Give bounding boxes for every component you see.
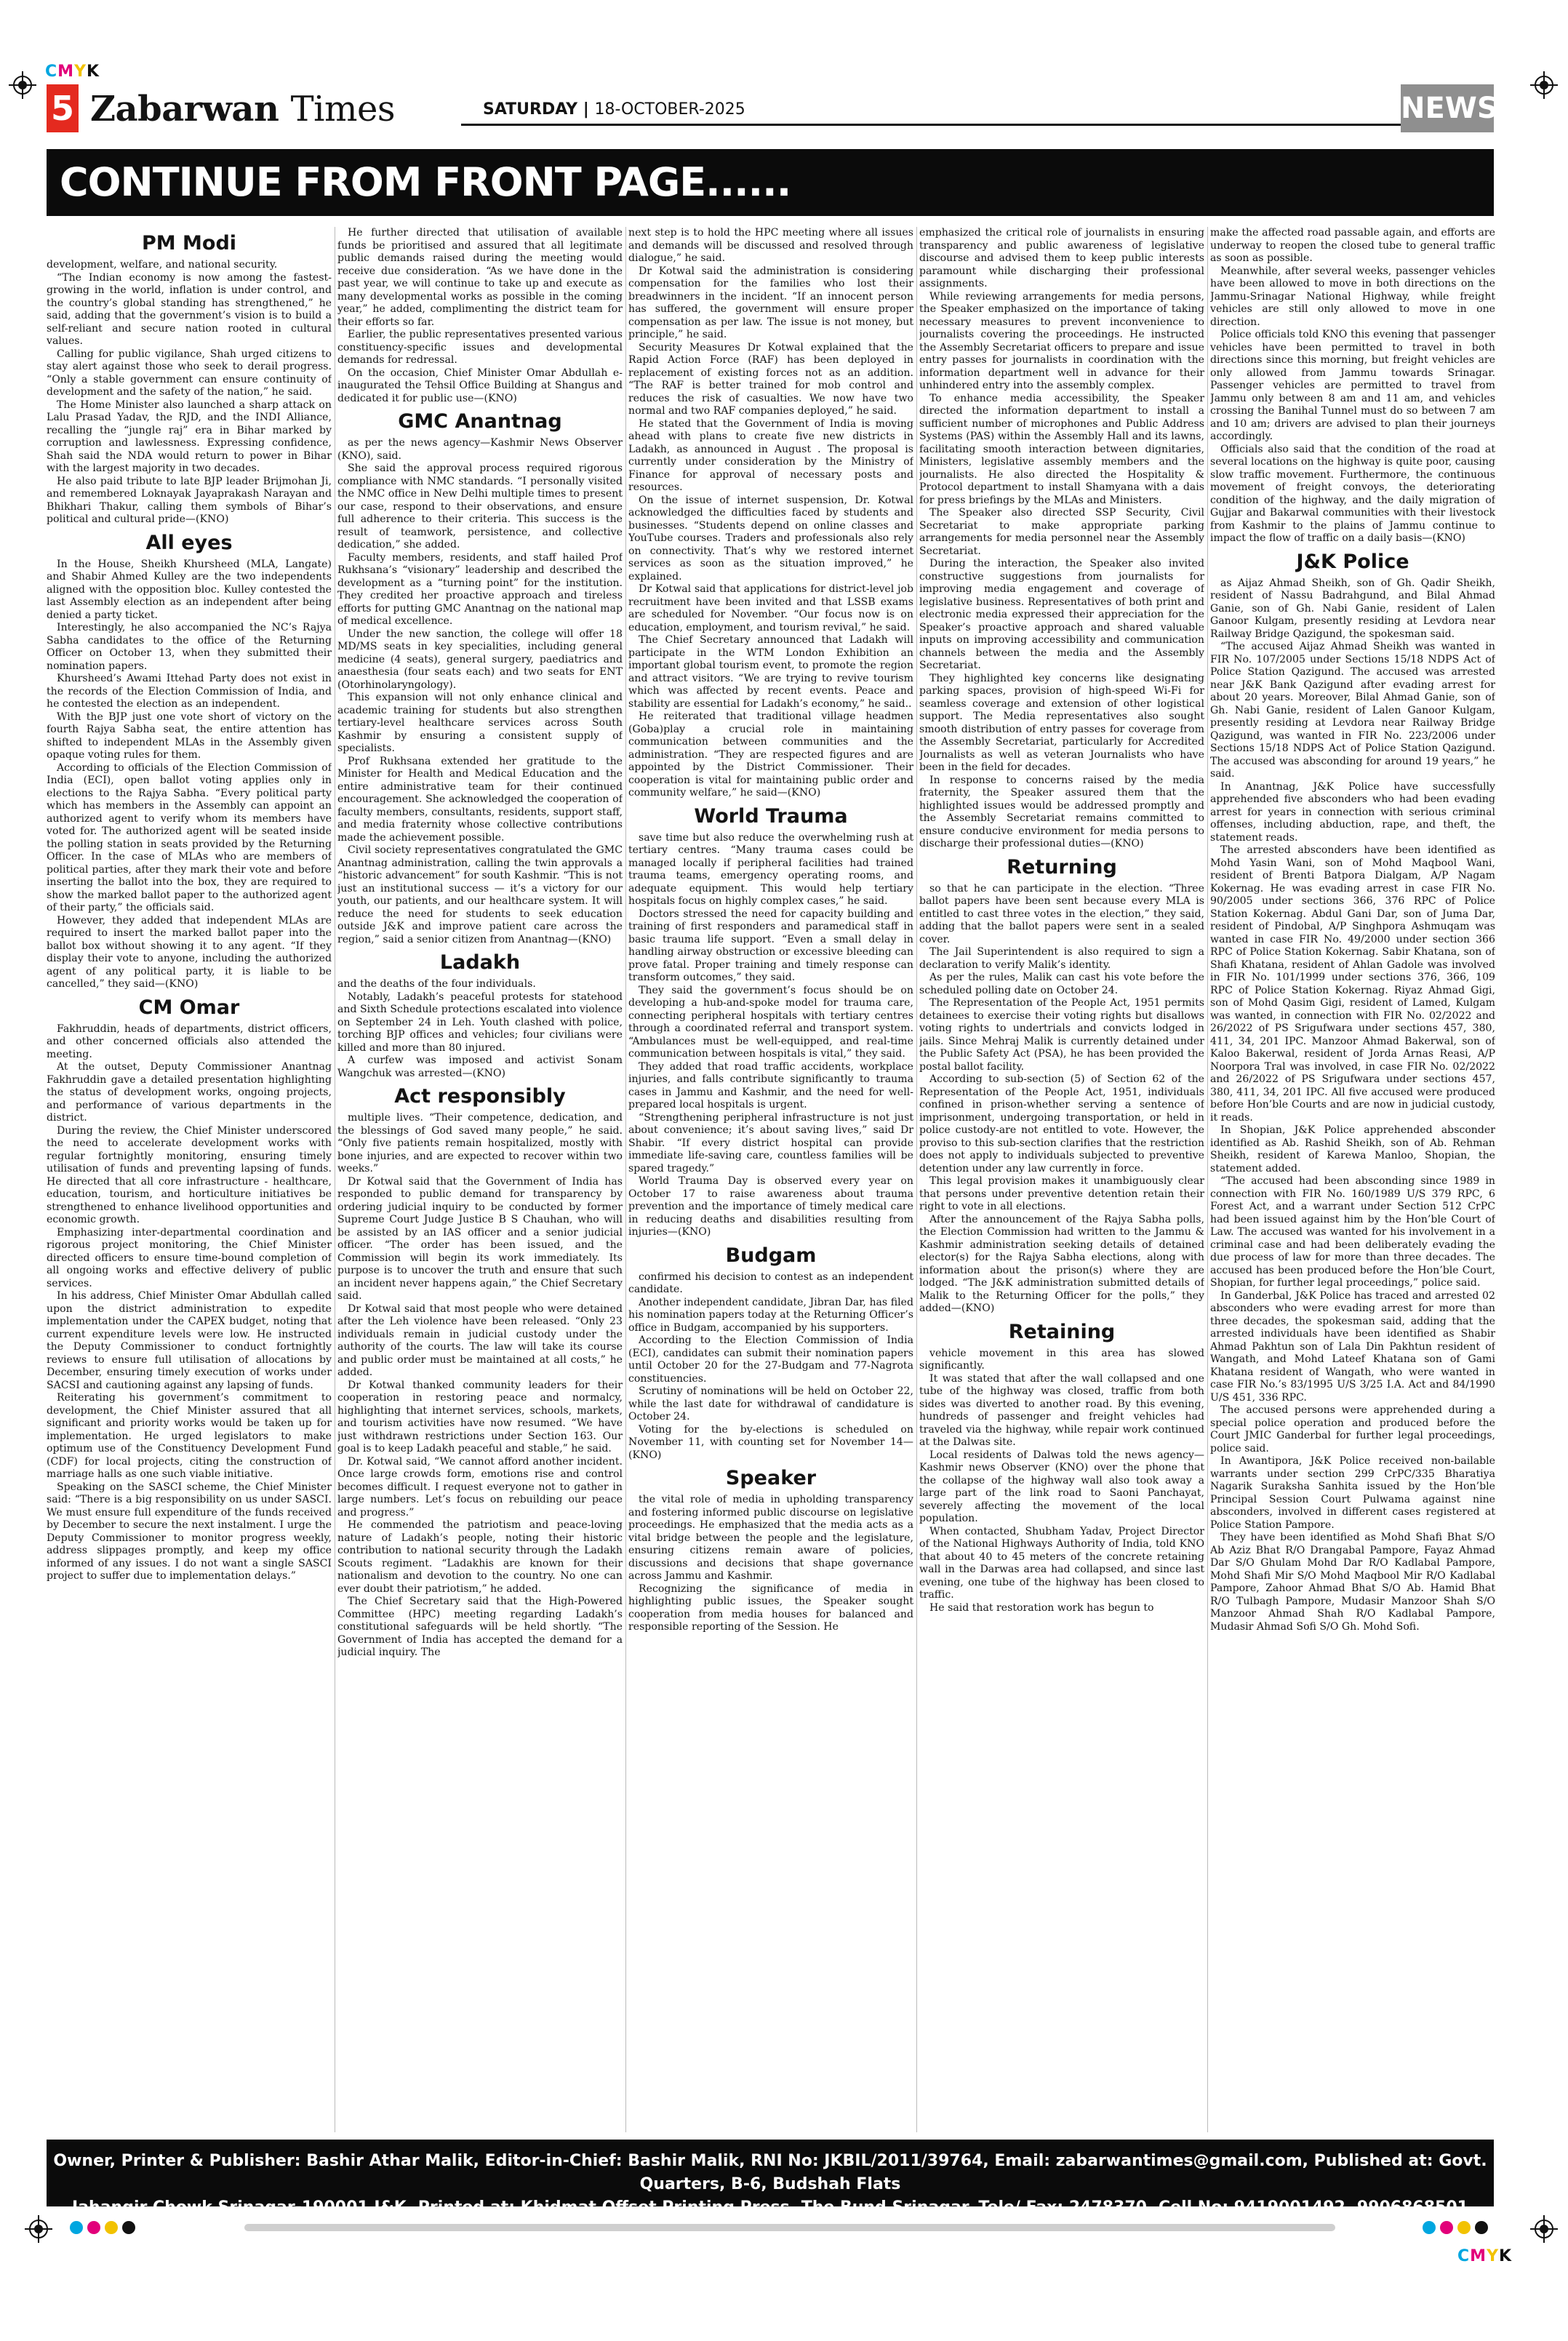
article-paragraph: She said the approval process required rigorous compliance with NMC standards. “I personally visited the NMC office in New Delhi multiple times to present our case, respond to their observations, and ensure full adherence to their criteria. This success is the result of teamwork, persistence, and collective dedication,” she added. — [337, 463, 623, 551]
article-paragraph: On the occasion, Chief Minister Omar Abdullah e-inaugurated the Tehsil Office Building at Shangus and dedicated it for public use—(KNO) — [337, 367, 623, 404]
article-paragraph: the vital role of media in upholding transparency and fostering informed public discourse on legislative proceedings. He emphasized that the media acts as a vital bridge between the people and the legislature, ensuring citizens remain aware of policies, discussions and decisions that shape governance across Jammu and Kashmir. — [628, 1494, 913, 1582]
newspaper-name-second: Times — [290, 89, 396, 129]
article-paragraph: “The Indian economy is now among the fastest-growing in the world, inflation is under control, and the country’s global standing has strengthened,” he said, adding that the government’s vision is to build a self-reliant and secure nation rooted in cultural values. — [47, 271, 332, 347]
article-paragraph: Prof Rukhsana extended her gratitude to the Minister for Health and Medical Education and the entire administrative team for their continued encouragement. She acknowledged the cooperation of faculty members, consultants, residents, support staff, and media fraternity whose collective contributions made the achievement possible. — [337, 755, 623, 844]
article-paragraph: confirmed his decision to contest as an independent candidate. — [628, 1270, 913, 1295]
article-paragraph: The Home Minister also launched a sharp attack on Lalu Prasad Yadav, the RJD, and the INDI Alliance, recalling the “jungle raj” era in Bihar marked by corruption and lawlessness. Expressing confidence, Shah said the NDA would return to power in Bihar with the largest majority in two decades. — [47, 399, 332, 474]
cyan-dot — [1423, 2221, 1436, 2234]
article-paragraph: Voting for the by-elections is scheduled on November 11, with counting set for November 14—(KNO) — [628, 1423, 913, 1461]
article-paragraph: This legal provision makes it unambiguously clear that persons under preventive detention retain their right to vote in all elections. — [919, 1175, 1204, 1212]
article-paragraph: Fakhruddin, heads of departments, district officers, and other concerned officials also attended the meeting. — [47, 1023, 332, 1060]
article-paragraph: next step is to hold the HPC meeting where all issues and demands will be discussed and resolved through dialogue,” he said. — [628, 227, 913, 264]
registration-mark-icon — [13, 76, 32, 95]
article-headline: Budgam — [725, 1244, 817, 1267]
column-4 — [919, 227, 1204, 2132]
article-paragraph: so that he can participate in the election. “Three ballot papers have been sent because every MLA is entitled to cast three votes in the election,” they said, adding that the ballot papers were sent in a sealed cover. — [919, 882, 1204, 945]
issue-date-value: 18-OCTOBER-2025 — [594, 100, 745, 119]
magenta-dot — [87, 2221, 100, 2234]
article-paragraph: During the interaction, the Speaker also invited constructive suggestions from journalists for improving media engagement and coverage of legislative business. Representatives of both print and electronic media expressed their appreciation for the Speaker’s proactive approach and shared valuable inputs on improving accessibility and communication channels between the media and the Assembly Secretariat. — [919, 558, 1204, 671]
column-2 — [337, 227, 623, 2132]
article-paragraph: Civil society representatives congratulated the GMC Anantnag administration, calling the twin approvals a “historic advancement” for south Kashmir. “This is not just an institutional success — it’s a victory for our youth, our patients, and our healthcare system. It will reduce the need for students to seek education outside J&K and improve patient care across the region,” said a senior citizen from Anantnag—(KNO) — [337, 844, 623, 945]
article-paragraph: Officials also said that the condition of the road at several locations on the highway is quite poor, causing slow traffic movement. Furthermore, the continuous movement of freight convoys, the deteriorating condition of the highway, and the daily migration of Gujjar and Bakarwal communities with their livestock from Kashmir to the plains of Jammu continue to impact the flow of traffic on a daily basis—(KNO) — [1210, 443, 1495, 544]
article-paragraph: He said that restoration work has begun to — [929, 1601, 1154, 1614]
article-headline: PM Modi — [141, 232, 237, 255]
article-paragraph: A curfew was imposed and activist Sonam Wangchuk was arrested—(KNO) — [337, 1055, 623, 1079]
article-paragraph: Notably, Ladakh’s peaceful protests for statehood and Sixth Schedule protections escalated into violence on September 24 in Leh. Youth clashed with police, torching BJP offices and vehicles; four civilians were killed and more than 80 injured. — [337, 991, 623, 1054]
article-paragraph: The Representation of the People Act, 1951 permits detainees to exercise their voting rights but disallows voting rights to undertrials and convicts lodged in jails. Since Mehraj Malik is currently detained under the Public Safety Act (PSA), he has been provided the postal ballot facility. — [919, 997, 1204, 1073]
imprint-line-1: Owner, Printer & Publisher: Bashir Athar Malik, Editor-in-Chief: Bashir Malik, RNI No: JKBIL/2011/39764, Email: zabarwantimes@gmail.com, Published at: Govt. Quarters, B-6, Budshah Flats — [53, 2152, 1487, 2193]
article-headline: Returning — [1007, 855, 1117, 879]
article-paragraph: Police officials told KNO this evening that passenger vehicles have been permitted to travel in both directions since this morning, but freight vehicles are only allowed from Jammu towards Srinagar. Passenger vehicles are permitted to travel from Jammu only between 8 am and 11 am, and vehicles crossing the Banihal Tunnel must do so between 7 am and 10 am; drivers are advised to plan their journeys accordingly. — [1210, 329, 1495, 442]
article-paragraph: Dr Kotwal said that most people who were detained after the Leh violence have been released. “Only 23 individuals remain in judicial custody under the authority of the courts. The law will take its course and public order must be maintained at all costs,” he added. — [337, 1302, 623, 1378]
article-paragraph: multiple lives. “Their competence, dedication, and the blessings of God saved many people,” he said. “Only five patients remain hospitalized, mostly with bone injuries, and are expected to recover within two weeks.” — [337, 1112, 623, 1174]
article-paragraph: They added that road traffic accidents, workplace injuries, and falls contribute significantly to trauma cases in Jammu and Kashmir, and the need for well-prepared local hospitals is urgent. — [628, 1060, 913, 1111]
article-paragraph: Emphasizing inter-departmental coordination and rigorous project monitoring, the Chief Minister directed officers to ensure time-bound completion of all ongoing works and effective delivery of public services. — [47, 1226, 332, 1289]
article-paragraph: The accused persons were apprehended during a special police operation and produced before the Court JMIC Ganderbal for further legal proceedings, police said. — [1210, 1404, 1495, 1454]
column-divider — [916, 227, 917, 2132]
article-paragraph: The arrested absconders have been identified as Mohd Yasin Wani, son of Mohd Maqbool Wani, resident of Brenti Batpora Dialgam, A/P Nagam Kokernag. He was evading arrest in case FIR No. 90/2005 under sections 366, 376 RPC of Police Station Kokernag. Abdul Gani Dar, son of Juma Dar, resident of Pindobal, A/P Singhpora Ashmuqam was wanted in case FIR No. 49/2000 under section 366 RPC of Police Station Kokernag. Sabir Khatana, son of Shafi Khatana, resident of Ahlan Gadole was involved in FIR No. 101/1999 under sections 376, 366, 109 RPC of Police Station Kokernag. Riyaz Ahmad Gigi, son of Mohd Qasim Gigi, resident of Lamed, Kulgam was wanted, in connection with FIR No. 02/2022 and 26/2022 of PS Srigufwara under sections 457, 380, 411, 34, 201 IPC. Manzoor Ahmad Bakerwal, son of Kaloo Bakerwal, resident of Jorda Arnas Reasi, A/P Noorpora Tral was involved, in case FIR No. 02/2022 and 26/2022 of PS Srigufwara under sections 457, 380, 411, 34, 201 IPC. All five accused were produced before Hon’ble Courts and are now in judicial custody, it reads. — [1210, 844, 1495, 1124]
article-paragraph: Dr. Kotwal said, “We cannot afford another incident. Once large crowds form, emotions rise and control becomes difficult. I request everyone not to gather in large numbers. Let’s focus on rebuilding our peace and progress.” — [337, 1455, 623, 1518]
article-headline: J&K Police — [1296, 550, 1409, 573]
cmyk-color-bar-top: CMYK — [45, 63, 100, 81]
article-paragraph: According to officials of the Election Commission of India (ECI), open ballot voting applies only in elections to the Rajya Sabha. “Every political party which has members in the Assembly can appoint an authorized agent to verify whom its members have voted for. The authorized agent will be seated inside the polling station in seats provided by the Returning Officer. In the case of MLAs who are members of political parties, after they mark their vote and before inserting the ballot into the box, they are required to show the marked ballot paper to the authorized agent of their party,” the officials said. — [47, 761, 332, 913]
article-headline: World Trauma — [694, 804, 848, 828]
registration-mark-icon — [29, 2220, 48, 2238]
masthead — [47, 84, 1498, 134]
article-paragraph: Local residents of Dalwas told the news agency—Kashmir news Observer (KNO) over the phone that the collapse of the highway wall also took away a large part of the link road to Saoni Panchayat, severely affecting the movement of the local population. — [919, 1449, 1204, 1524]
page-banner: CONTINUE FROM FRONT PAGE...... — [47, 149, 1494, 216]
article-paragraph: Calling for public vigilance, Shah urged citizens to stay alert against those who seek to derail progress. “Only a stable government can ensure continuity of development and the safety of the nation,” he said. — [47, 348, 332, 398]
article-paragraph: The Chief Secretary said that the High-Powered Committee (HPC) meeting regarding Ladakh’s constitutional safeguards will be held shortly. “The Government of India has accepted the demand for a judicial inquiry. The — [337, 1596, 623, 1658]
article-paragraph: Under the new sanction, the college will offer 18 MD/MS seats in key specialities, including general medicine (4 seats), general surgery, paediatrics and anaesthesia (four seats each) and two seats for ENT (Otorhinolaryngology). — [337, 628, 623, 691]
article-paragraph: Recognizing the significance of media in highlighting public issues, the Speaker sought cooperation from media houses for balanced and responsible reporting of the Session. He — [628, 1582, 913, 1633]
newspaper-name-first: Zabarwan — [90, 89, 279, 129]
article-headline: All eyes — [145, 531, 233, 554]
article-paragraph: Earlier, the public representatives presented various constituency-specific issues and developmental demands for redressal. — [337, 329, 623, 366]
article-paragraph: as Aijaz Ahmad Sheikh, son of Gh. Qadir Sheikh, resident of Nassu Badrahgund, and Bilal Ahmad Ganie, son of Gh. Nabi Ganie, resident of Lalen Ganoor Kulgam, presently residing at Levdora near Railway Bridge Qazigund, the spokesman said. — [1210, 577, 1495, 640]
article-paragraph: Khursheed’s Awami Ittehad Party does not exist in the records of the Election Commission of India, and he contested the election as an independent. — [47, 673, 332, 710]
article-paragraph: In response to concerns raised by the media fraternity, the Speaker assured them that the highlighted issues would be addressed promptly and the Assembly Secretariat remains committed to ensure conducive environment for media persons to discharge their professional duties—(KNO) — [919, 774, 1204, 849]
article-paragraph: He further directed that utilisation of available funds be prioritised and assured that all legitimate public demands raised during the meeting would receive due consideration. “As we have done in the past year, we will continue to take up and execute as many developmental works as possible in the coming year,” he added, complimenting the district team for their efforts so far. — [337, 227, 623, 328]
masthead-rule — [461, 124, 1414, 126]
black-dot — [1475, 2221, 1488, 2234]
imprint-footer — [47, 2140, 1494, 2217]
calibration-bar — [244, 2224, 1335, 2231]
article-paragraph: Dr Kotwal said that the Government of India has responded to public demand for transparency by ordering judicial inquiry to be conducted by former Supreme Court Judge Justice B S Chauhan, who will be assisted by an IAS officer and a senior judicial officer. “The order has been issued, and the Commission will begin its work immediately. Its purpose is to uncover the truth and ensure that such an incident never happens again,” the Chief Secretary said. — [337, 1175, 623, 1302]
article-headline: Act responsibly — [394, 1085, 566, 1108]
article-paragraph: He stated that the Government of India is moving ahead with plans to create five new districts in Ladakh, as announced in August . The proposal is currently under consideration by the Ministry of Finance for approval of necessary posts and resources. — [628, 417, 913, 493]
article-paragraph: In his address, Chief Minister Omar Abdullah called upon the district administration to expedite implementation under the CAPEX budget, noting that current expenditure levels were low. He instructed the Deputy Commissioner to conduct fortnightly reviews to ensure full utilisation of allocations by December, ensuring timely execution of works under SACSI and cautioning against any lapsing of funds. — [47, 1290, 332, 1391]
article-paragraph: Dr Kotwal said that applications for district-level job recruitment have been invited and that LSSB exams are scheduled for November. “Our focus now is on education, employment, and tourism revival,” he said. — [628, 583, 913, 633]
article-paragraph: As per the rules, Malik can cast his vote before the scheduled polling date on October 24. — [919, 972, 1204, 996]
column-1 — [47, 227, 332, 2132]
article-paragraph: Security Measures Dr Kotwal explained that the Rapid Action Force (RAF) has been deployed in replacement of existing forces not as an addition. “The RAF is better trained for mob control and reduces the risk of casualties. We now have two normal and two RAF companies deployed,” he said. — [628, 341, 913, 417]
article-paragraph: According to sub-section (5) of Section 62 of the Representation of the People Act, 1951, individuals confined in prison-whether serving a sentence of imprisonment, undergoing transportation, or held in police custody-are not entitled to vote. However, the proviso to this sub-section clarifies that the restriction does not apply to individuals subjected to preventive detention under any law currently in force. — [919, 1073, 1204, 1174]
article-paragraph: and the deaths of the four individuals. — [337, 978, 536, 990]
article-paragraph: In the House, Sheikh Khursheed (MLA, Langate) and Shabir Ahmed Kulley are the two independents aligned with the opposition bloc. Kulley contested the last Assembly election as an independent after being denied a party ticket. — [47, 558, 332, 621]
registration-mark-icon — [1535, 2220, 1553, 2238]
article-headline: Retaining — [1008, 1320, 1116, 1343]
column-3 — [628, 227, 913, 2132]
article-paragraph: vehicle movement in this area has slowed significantly. — [919, 1347, 1204, 1372]
article-paragraph: They said the government’s focus should be on developing a hub-and-spoke model for trauma care, connecting peripheral hospitals with tertiary centres through a coordinated referral and transport system. “Ambulances must be well-equipped, and real-time communication between hospitals is vital,” they said. — [628, 984, 913, 1060]
page-number: 5 — [47, 84, 79, 132]
article-paragraph: Speaking on the SASCI scheme, the Chief Minister said: “There is a big responsibility on us under SASCI. We must ensure full expenditure of the funds received by December to secure the next instalment. I urge the Deputy Commissioner to monitor progress weekly, address slippages promptly, and keep my office informed of any issues. I do not want a single SASCI project to suffer due to implementation delays.” — [47, 1481, 332, 1582]
article-paragraph: However, they added that independent MLAs are required to insert the marked ballot paper into the ballot box without showing it to any agent. “If they display their vote to anyone, including the authorized agent of any political party, it is liable to be cancelled,” they said—(KNO) — [47, 914, 332, 990]
article-paragraph: On the issue of internet suspension, Dr. Kotwal acknowledged the difficulties faced by students and businesses. “Students depend on online classes and YouTube courses. Traders and professionals also rely on connectivity. That’s why we restored internet services as soon as the situation improved,” he explained. — [628, 494, 913, 583]
registration-mark-icon — [1535, 76, 1553, 95]
article-headline: GMC Anantnag — [398, 410, 562, 433]
article-paragraph: In Shopian, J&K Police apprehended absconder identified as Ab. Rashid Sheikh, son of Ab. Rehman Sheikh, resident of Karewa Manloo, Shopian, the statement added. — [1210, 1124, 1495, 1174]
article-paragraph: emphasized the critical role of journalists in ensuring transparency and public awareness of legislative discourse and advised them to keep public interests paramount while discharging their professional assignments. — [919, 227, 1204, 289]
article-paragraph: Reiterating his government’s commitment to development, the Chief Minister assured that all significant and priority works would be taken up for implementation. He urged legislators to make optimum use of the Constituency Development Fund (CDF) for local projects, citing the construction of marriage halls as one such viable initiative. — [47, 1392, 332, 1480]
article-paragraph: At the outset, Deputy Commissioner Anantnag Fakhruddin gave a detailed presentation highlighting the status of development works, ongoing projects, and performance of various departments in the district. — [47, 1061, 332, 1124]
article-paragraph: He commended the patriotism and peace-loving nature of Ladakh’s people, noting their historic contribution to national security through the Ladakh Scouts regiment. “Ladakhis are known for their nationalism and devotion to the country. No one can ever doubt their patriotism,” he added. — [337, 1519, 623, 1595]
article-paragraph: Meanwhile, after several weeks, passenger vehicles have been allowed to move in both directions on the Jammu-Srinagar National Highway, while freight vehicles are still only allowed to move in one direction. — [1210, 265, 1495, 328]
article-paragraph: “The accused Aijaz Ahmad Sheikh was wanted in FIR No. 107/2005 under Sections 15/18 NDPS Act of Police Station Qazigund. The accused was arrested near J&K Bank Qazigund after evading arrest for about 20 years. Moreover, Bilal Ahmad Ganie, son of Gh. Nabi Ganie, resident of Lalen Ganoor Kulgam, presently residing at Levdora near Railway Bridge Qazigund, was wanted in FIR No. 223/2006 under Sections 15/18 NDPS Act of Police Station Qazigund. The accused was absconding for around 19 years,” he said. — [1210, 641, 1495, 780]
article-paragraph: It was stated that after the wall collapsed and one tube of the highway was closed, traffic from both sides was diverted to another road. By this evening, hundreds of passenger and freight vehicles had traveled via the highway, while repair work continued at the Dalwas site. — [919, 1372, 1204, 1448]
article-headline: Speaker — [725, 1467, 817, 1489]
article-paragraph: When contacted, Shubham Yadav, Project Director of the National Highways Authority of India, told KNO that about 40 to 45 meters of the concrete retaining wall in the Darwas area had collapsed, and since last evening, one tube of the highway has been closed to traffic. — [919, 1525, 1204, 1601]
article-paragraph: as per the news agency—Kashmir News Observer (KNO), said. — [337, 437, 623, 462]
article-paragraph: They highlighted key concerns like designating parking spaces, provision of high-speed Wi-Fi for seamless coverage and extension of other logistical support. The Media representatives also sought smooth distribution of entry passes for coverage from the Assembly Secretariat, particularly for Accredited Journalists as well as veteran Journalists who have been in the field for decades. — [919, 672, 1204, 773]
yellow-dot — [1457, 2221, 1471, 2234]
article-headline: CM Omar — [138, 996, 240, 1019]
article-paragraph: In Anantnag, J&K Police have successfully apprehended five absconders who had been evading arrest for years in connection with serious criminal offenses, including abduction, rape, and theft, the statement reads. — [1210, 780, 1495, 844]
magenta-dot — [1440, 2221, 1453, 2234]
article-paragraph: Interestingly, he also accompanied the NC’s Rajya Sabha candidates to the office of the Returning Officer on October 13, when they submitted their nomination papers. — [47, 622, 332, 672]
article-paragraph: According to the Election Commission of India (ECI), candidates can submit their nomination papers until October 20 for the 27-Budgam and 77-Nagrota constituencies. — [628, 1334, 913, 1385]
article-paragraph: In Awantipora, J&K Police received non-bailable warrants under section 299 CrPC/335 Bharatiya Nagarik Suraksha Sanhita issued by the Hon’ble Principal Session Court Pulwama against nine absconders, involved in different cases registered at Police Station Pampore. — [1210, 1455, 1495, 1531]
article-paragraph: Dr Kotwal thanked community leaders for their cooperation in restoring peace and normalcy, highlighting that internet services, schools, markets, and tourism activities have now resumed. “We have just withdrawn restrictions under Section 163. Our goal is to keep Ladakh peaceful and stable,” he said. — [337, 1379, 623, 1454]
article-paragraph: Doctors stressed the need for capacity building and training of first responders and paramedical staff in basic trauma life support. “Even a small delay in handling airway obstruction or excessive bleeding can prove fatal. Proper training and timely response can transform outcomes,” they said. — [628, 908, 913, 983]
article-paragraph: make the affected road passable again, and efforts are underway to reopen the closed tube to general traffic as soon as possible. — [1210, 227, 1495, 264]
article-paragraph: He also paid tribute to late BJP leader Brijmohan Ji, and remembered Loknayak Jayaprakash Narayan and Bhikhari Thakur, calling them symbols of Bihar’s political and cultural pride—(KNO) — [47, 475, 332, 525]
article-paragraph: development, welfare, and national security. — [47, 259, 278, 271]
black-dot — [122, 2221, 135, 2234]
imprint-line-2: Jahangir Chowk Srinagar-190001 J&K, Printed at: Khidmat Offset Printing Press, The Bund Srinagar, Tele/ Fax: 2478370, Cell No: 9419001492, 9906868501 — [72, 2198, 1468, 2217]
newspaper-name — [90, 89, 395, 129]
article-paragraph: This expansion will not only enhance clinical and academic training for students but also strengthen tertiary-level healthcare services across South Kashmir by ensuring a consistent supply of specialists. — [337, 692, 623, 754]
article-paragraph: save time but also reduce the overwhelming rush at tertiary centres. “Many trauma cases could be managed locally if peripheral facilities had trained trauma teams, emergency operating rooms, and adequate equipment. This would help tertiary hospitals focus on highly complex cases,” he said. — [628, 831, 913, 907]
article-paragraph: Scrutiny of nominations will be held on October 22, while the last date for withdrawal of candidature is October 24. — [628, 1385, 913, 1422]
article-paragraph: “Strengthening peripheral infrastructure is not just about convenience; it’s about saving lives,” said Dr Shabir. “If every district hospital can provide immediate life-saving care, countless families will be spared tragedy.” — [628, 1111, 913, 1174]
article-paragraph: World Trauma Day is observed every year on October 17 to raise awareness about trauma prevention and the importance of timely medical care in reducing deaths and disabilities resulting from injuries—(KNO) — [628, 1175, 913, 1238]
article-paragraph: During the review, the Chief Minister underscored the need to accelerate development works with regular fortnightly monitoring, ensuring timely utilisation of funds and preventing lapsing of funds. He directed that all core infrastructure - healthcare, education, tourism, and horticulture initiatives be strengthened to enhance livelihood opportunities and economic growth. — [47, 1124, 332, 1225]
article-paragraph: To enhance media accessibility, the Speaker directed the information department to install a sufficient number of microphones and Public Address Systems (PAS) within the Assembly Hall and its lawns, facilitating smooth interaction between dignitaries, Ministers, legislative assembly members and the journalists. He also directed the Hospitality & Protocol department to install Shamyana with a dais for press briefings by the MLAs and Ministers. — [919, 392, 1204, 506]
article-paragraph: With the BJP just one vote short of victory on the fourth Rajya Sabha seat, the entire attention has shifted to independent MLAs in the Assembly given opaque voting rules for them. — [47, 711, 332, 761]
article-paragraph: The Chief Secretary announced that Ladakh will participate in the WTM London Exhibition an important global tourism event, to promote the region and attract visitors. “We are trying to revive tourism which was affected by recent events. Peace and stability are essential for Ladakh’s economy,” he said.. — [628, 634, 913, 710]
article-paragraph: Another independent candidate, Jibran Dar, has filed his nomination papers today at the Returning Officer’s office in Budgam, accompanied by his supporters. — [628, 1296, 913, 1334]
article-paragraph: They have been identified as Mohd Shafi Bhat S/O Ab Aziz Bhat R/O Drangabal Pampore, Fayaz Ahmad Dar S/O Ghulam Mohd Dar R/O Kadlabal Pampore, Mohd Shafi Mir S/O Mohd Maqbool Mir R/O Kadlabal Pampore, Zahoor Ahmad Bhat S/O Ab. Hamid Bhat R/O Tulbagh Pampore, Mudasir Manzoor Shah S/O Manzoor Ahmad Shah R/O Kadlabal Pampore, Mudasir Ahmad Sofi S/O Gh. Mohd Sofi. — [1210, 1532, 1495, 1633]
article-paragraph: In Ganderbal, J&K Police has traced and arrested 02 absconders who were evading arrest for more than three decades, the spokesman said, adding that the arrested individuals have been identified as Shabir Ahmad Pakhtun son of Lala Din Pakhtun resident of Wangath, and Mohd Lateef Khatana son of Gami Khatana resident of Wangath, who were wanted in case FIR No.’s 83/1995 U/S 3/25 I.A. Act and 84/1990 U/S 451, 336 RPC. — [1210, 1289, 1495, 1404]
article-paragraph: The Speaker also directed SSP Security, Civil Secretariat to make appropriate parking arrangements for media personnel near the Assembly Secretariat. — [919, 507, 1204, 557]
article-paragraph: While reviewing arrangements for media persons, the Speaker emphasized on the importance of taking necessary measures to prevent inconvenience to journalists covering the proceedings. He instructed the Assembly Secretariat officers to prepare and issue entry passes for journalists in coordination with the information department well in advance for their unhindered entry into the assembly complex. — [919, 290, 1204, 391]
article-paragraph: He reiterated that traditional village headmen (Goba)play a crucial role in maintaining communication between communities and the administration. “They are respected figures and are appointed by the District Commissioner. Their cooperation is vital for maintaining public order and community welfare,” he said—(KNO) — [628, 711, 913, 799]
article-paragraph: Faculty members, residents, and staff hailed Prof Rukhsana’s “visionary” leadership and described the development as a “turning point” for the institution. They credited her proactive approach and tireless efforts for putting GMC Anantnag on the national map of medical excellence. — [337, 551, 623, 627]
column-5 — [1210, 227, 1495, 2132]
section-badge: NEWS — [1401, 84, 1494, 132]
article-paragraph: “The accused had been absconding since 1989 in connection with FIR No. 160/1989 U/S 379 RPC, 6 Forest Act, and a warrant under Section 512 CrPC had been issued against him by the Hon’ble Court of Law. The accused was wanted for his involvement in a criminal case and had been deliberately evading the due process of law for more than three decades. The accused has been produced before the Hon’ble Court, Shopian, for further legal proceedings,” police said. — [1210, 1175, 1495, 1289]
column-divider — [625, 227, 626, 2132]
column-divider — [1207, 227, 1208, 2132]
issue-date: SATURDAY | 18-OCTOBER-2025 — [483, 100, 745, 119]
cmyk-color-bar-bottom: CMYK — [1457, 2247, 1513, 2265]
cyan-dot — [70, 2221, 83, 2234]
issue-day: SATURDAY — [483, 100, 578, 119]
article-paragraph: After the announcement of the Rajya Sabha polls, the Election Commission had written to the Jammu & Kashmir administration seeking details of detained elector(s) for the Rajya Sabha elections, along with information about the prison(s) where they are lodged. “The J&K administration submitted details of Malik to the Returning Officer for the polls,” they added—(KNO) — [919, 1213, 1204, 1314]
article-paragraph: The Jail Superintendent is also required to sign a declaration to verify Malik’s identity. — [919, 946, 1204, 971]
article-headline: Ladakh — [439, 951, 521, 974]
color-calibration-strip — [70, 2220, 1495, 2236]
yellow-dot — [105, 2221, 118, 2234]
article-paragraph: Dr Kotwal said the administration is considering compensation for the families who lost their breadwinners in the incident. “If an innocent person has suffered, the government will ensure proper compensation as per law. The issue is not money, but principle,” he said. — [628, 265, 913, 340]
